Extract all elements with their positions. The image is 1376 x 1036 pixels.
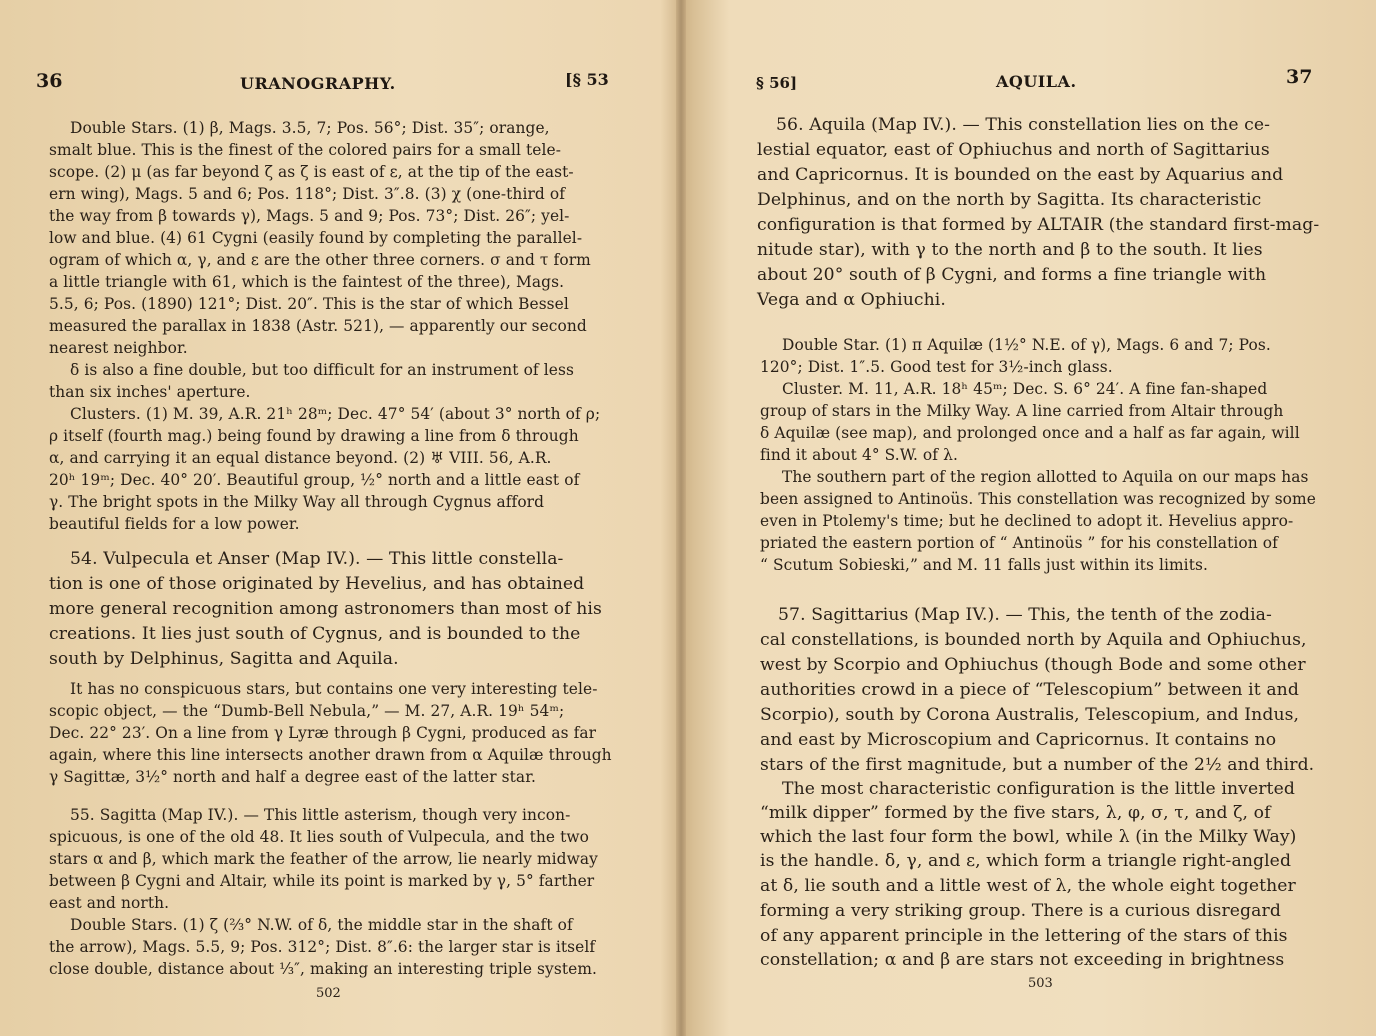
text-line: 20ʰ 19ᵐ; Dec. 40° 20′. Beautiful group, ½° north and a little east of bbox=[49, 471, 580, 489]
text-line: α, and carrying it an equal distance beyond. (2) ♅ VIII. 56, A.R. bbox=[49, 449, 552, 467]
text-line: the way from β towards γ), Mags. 5 and 9; Pos. 73°; Dist. 26″; yel- bbox=[49, 207, 570, 225]
text-line: Double Star. (1) π Aquilæ (1½° N.E. of γ), Mags. 6 and 7; Pos. bbox=[782, 336, 1271, 354]
text-line: constellation; α and β are stars not exceeding in brightness bbox=[760, 950, 1285, 970]
running-head-left: URANOGRAPHY. bbox=[240, 74, 396, 93]
right-page bbox=[686, 0, 1376, 1036]
text-line: lestial equator, east of Ophiuchus and north of Sagittarius bbox=[757, 140, 1270, 160]
text-line: creations. It lies just south of Cygnus, and is bounded to the bbox=[49, 624, 581, 644]
running-head-right: AQUILA. bbox=[996, 72, 1077, 91]
text-line: south by Delphinus, Sagitta and Aquila. bbox=[49, 649, 399, 669]
text-line: which the last four form the bowl, while λ (in the Milky Way) bbox=[760, 827, 1297, 847]
text-line: at δ, lie south and a little west of λ, the whole eight together bbox=[760, 876, 1296, 896]
text-line: and Capricornus. It is bounded on the east by Aquarius and bbox=[757, 165, 1284, 185]
text-line: Cluster. M. 11, A.R. 18ʰ 45ᵐ; Dec. S. 6° 24′. A fine fan-shaped bbox=[782, 380, 1268, 398]
text-line: west by Scorpio and Ophiuchus (though Bode and some other bbox=[760, 655, 1306, 675]
text-line: the arrow), Mags. 5.5, 9; Pos. 312°; Dist. 8″.6: the larger star is itself bbox=[49, 938, 596, 956]
text-line: smalt blue. This is the finest of the colored pairs for a small tele- bbox=[49, 141, 562, 159]
folio-right: 503 bbox=[1028, 976, 1053, 991]
text-line: 120°; Dist. 1″.5. Good test for 3½-inch glass. bbox=[760, 358, 1113, 376]
text-line: ern wing), Mags. 5 and 6; Pos. 118°; Dist. 3″.8. (3) χ (one-third of bbox=[49, 185, 566, 203]
text-line: stars α and β, which mark the feather of the arrow, lie nearly midway bbox=[49, 850, 598, 868]
text-line: been assigned to Antinoüs. This constellation was recognized by some bbox=[760, 490, 1316, 508]
text-line: “milk dipper” formed by the five stars, λ, φ, σ, τ, and ζ, of bbox=[760, 803, 1271, 823]
text-line: scope. (2) μ (as far beyond ζ as ζ is east of ε, at the tip of the east- bbox=[49, 163, 574, 181]
section-heading-55: 55. Sagitta (Map IV.). — This little asterism, though very incon- bbox=[70, 806, 571, 824]
text-line: δ is also a fine double, but too difficult for an instrument of less bbox=[70, 361, 574, 379]
text-line: scopic object, — the “Dumb-Bell Nebula,” — M. 27, A.R. 19ʰ 54ᵐ; bbox=[49, 702, 565, 720]
text-line: between β Cygni and Altair, while its point is marked by γ, 5° farther bbox=[49, 872, 595, 890]
text-line: γ Sagittæ, 3½° north and half a degree east of the latter star. bbox=[49, 768, 536, 786]
text-line: than six inches' aperture. bbox=[49, 383, 251, 401]
page-number-left: 36 bbox=[36, 70, 63, 92]
text-line: δ Aquilæ (see map), and prolonged once and a half as far again, will bbox=[760, 424, 1300, 442]
text-line: Double Stars. (1) ζ (⅔° N.W. of δ, the middle star in the shaft of bbox=[70, 916, 573, 934]
text-line: find it about 4° S.W. of λ. bbox=[760, 446, 958, 464]
text-line: even in Ptolemy's time; but he declined to adopt it. Hevelius appro- bbox=[760, 512, 1294, 530]
text-line: nitude star), with γ to the north and β to the south. It lies bbox=[757, 240, 1263, 260]
section-ref-right: § 56] bbox=[756, 74, 798, 92]
text-line: ogram of which α, γ, and ε are the other three corners. σ and τ form bbox=[49, 251, 591, 269]
text-line: priated the eastern portion of “ Antinoüs ” for his constellation of bbox=[760, 534, 1278, 552]
text-line: beautiful fields for a low power. bbox=[49, 515, 300, 533]
text-line: close double, distance about ⅓″, making an interesting triple system. bbox=[49, 960, 598, 978]
text-line: authorities crowd in a piece of “Telescopium” between it and bbox=[760, 680, 1299, 700]
text-line: more general recognition among astronomers than most of his bbox=[49, 599, 602, 619]
text-line: nearest neighbor. bbox=[49, 339, 188, 357]
text-line: configuration is that formed by ALTAIR (the standard first-mag- bbox=[757, 215, 1320, 235]
text-line: about 20° south of β Cygni, and forms a fine triangle with bbox=[757, 265, 1267, 285]
text-line: low and blue. (4) 61 Cygni (easily found by completing the parallel- bbox=[49, 229, 583, 247]
text-line: ρ itself (fourth mag.) being found by drawing a line from δ through bbox=[49, 427, 579, 445]
section-ref-left: [§ 53 bbox=[565, 70, 609, 89]
section-heading-57: 57. Sagittarius (Map IV.). — This, the tenth of the zodia- bbox=[778, 605, 1272, 625]
text-line: γ. The bright spots in the Milky Way all through Cygnus afford bbox=[49, 493, 545, 511]
text-line: Delphinus, and on the north by Sagitta. Its characteristic bbox=[757, 190, 1262, 210]
text-line: again, where this line intersects another drawn from α Aquilæ through bbox=[49, 746, 612, 764]
text-line: measured the parallax in 1838 (Astr. 521), — apparently our second bbox=[49, 317, 587, 335]
text-line: spicuous, is one of the old 48. It lies south of Vulpecula, and the two bbox=[49, 828, 590, 846]
text-line: forming a very striking group. There is a curious disregard bbox=[760, 901, 1281, 921]
text-line: The most characteristic configuration is the little inverted bbox=[782, 779, 1295, 799]
folio-left: 502 bbox=[316, 986, 341, 1001]
text-line: of any apparent principle in the lettering of the stars of this bbox=[760, 926, 1288, 946]
text-line: a little triangle with 61, which is the faintest of the three), Mags. bbox=[49, 273, 565, 291]
text-line: Clusters. (1) M. 39, A.R. 21ʰ 28ᵐ; Dec. 47° 54′ (about 3° north of ρ; bbox=[70, 405, 601, 423]
text-line: is the handle. δ, γ, and ε, which form a triangle right-angled bbox=[760, 851, 1292, 871]
text-line: cal constellations, is bounded north by Aquila and Ophiuchus, bbox=[760, 630, 1307, 650]
text-line: and east by Microscopium and Capricornus. It contains no bbox=[760, 730, 1277, 750]
text-line: It has no conspicuous stars, but contains one very interesting tele- bbox=[70, 680, 598, 698]
text-line: “ Scutum Sobieski,” and M. 11 falls just within its limits. bbox=[760, 556, 1208, 574]
text-line: Scorpio), south by Corona Australis, Telescopium, and Indus, bbox=[760, 705, 1300, 725]
text-line: stars of the first magnitude, but a number of the 2½ and third. bbox=[760, 755, 1315, 775]
text-line: Dec. 22° 23′. On a line from γ Lyræ through β Cygni, produced as far bbox=[49, 724, 597, 742]
left-page bbox=[0, 0, 680, 1036]
section-heading-54: 54. Vulpecula et Anser (Map IV.). — This little constella- bbox=[70, 549, 564, 569]
text-line: tion is one of those originated by Hevelius, and has obtained bbox=[49, 574, 585, 594]
page-number-right: 37 bbox=[1286, 66, 1313, 88]
text-line: 5.5, 6; Pos. (1890) 121°; Dist. 20″. This is the star of which Bessel bbox=[49, 295, 569, 313]
section-heading-56: 56. Aquila (Map IV.). — This constellation lies on the ce- bbox=[776, 115, 1271, 135]
text-line: Vega and α Ophiuchi. bbox=[757, 290, 946, 310]
text-line: The southern part of the region allotted to Aquila on our maps has bbox=[782, 468, 1309, 486]
text-line: east and north. bbox=[49, 894, 170, 912]
text-line: Double Stars. (1) β, Mags. 3.5, 7; Pos. 56°; Dist. 35″; orange, bbox=[70, 119, 550, 137]
text-line: group of stars in the Milky Way. A line carried from Altair through bbox=[760, 402, 1284, 420]
